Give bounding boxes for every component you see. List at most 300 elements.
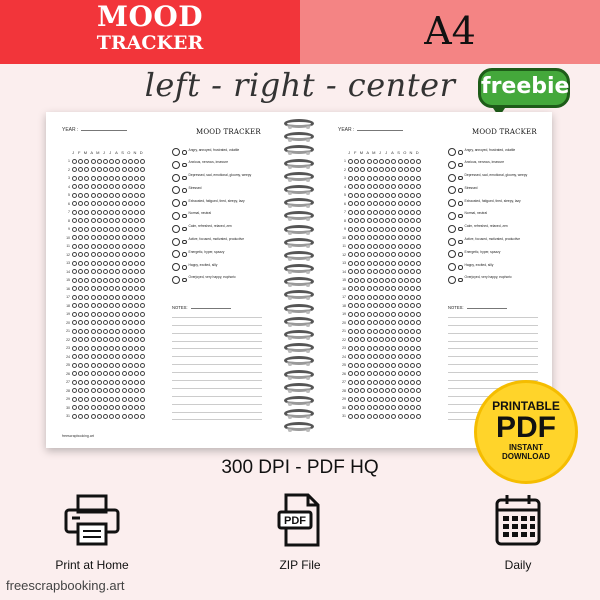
notes-line xyxy=(172,349,262,357)
mood-cell xyxy=(103,244,108,249)
day-row xyxy=(338,404,422,413)
mood-cell xyxy=(410,371,415,376)
mood-cell xyxy=(354,261,359,266)
mood-cell xyxy=(360,337,365,342)
mood-cell xyxy=(109,354,114,359)
day-number: 15 xyxy=(342,278,346,283)
mood-cell xyxy=(404,329,409,334)
mood-cell xyxy=(97,329,102,334)
mood-cell xyxy=(385,329,390,334)
day-number: 30 xyxy=(342,405,346,410)
mood-cell xyxy=(97,397,102,402)
mood-cell xyxy=(72,286,77,291)
mood-cell xyxy=(398,159,403,164)
mood-cell xyxy=(128,295,133,300)
mood-cell xyxy=(140,371,145,376)
mood-cell xyxy=(391,312,396,317)
mood-cell xyxy=(391,159,396,164)
mood-cell xyxy=(72,159,77,164)
mood-cell xyxy=(84,201,89,206)
day-row xyxy=(62,251,146,260)
mood-legend-item xyxy=(448,276,548,289)
mood-cell xyxy=(367,397,372,402)
page-title: MOOD TRACKER xyxy=(196,128,261,136)
mood-cell xyxy=(348,227,353,232)
badge-pdf: PDF xyxy=(496,411,556,444)
mood-cell xyxy=(354,235,359,240)
mood-cell xyxy=(128,414,133,419)
mood-cell xyxy=(78,167,83,172)
mood-cell xyxy=(91,380,96,385)
day-number: 1 xyxy=(68,159,70,164)
mood-cell xyxy=(385,218,390,223)
mood-cell xyxy=(348,159,353,164)
mood-cell xyxy=(416,346,421,351)
mood-cell xyxy=(109,405,114,410)
month-label: M xyxy=(359,150,364,155)
mood-cell xyxy=(385,405,390,410)
mood-cell xyxy=(128,201,133,206)
mood-cell xyxy=(391,235,396,240)
mood-cell xyxy=(360,193,365,198)
day-number: 14 xyxy=(342,269,346,274)
mood-cell xyxy=(379,176,384,181)
mood-cell xyxy=(379,337,384,342)
mood-cell xyxy=(103,218,108,223)
mood-cell xyxy=(367,201,372,206)
day-number: 26 xyxy=(66,371,70,376)
mood-cell xyxy=(128,397,133,402)
mood-cell xyxy=(410,312,415,317)
mood-cell xyxy=(122,201,127,206)
mood-cell xyxy=(84,193,89,198)
mood-cell xyxy=(84,286,89,291)
mood-cell xyxy=(78,193,83,198)
day-row xyxy=(62,302,146,311)
mood-cell xyxy=(354,167,359,172)
mood-cell xyxy=(398,346,403,351)
spiral-ring xyxy=(280,224,318,237)
mood-legend-item xyxy=(448,148,548,161)
mood-color-dot xyxy=(458,150,463,155)
day-number: 14 xyxy=(66,269,70,274)
mood-cell xyxy=(78,388,83,393)
mood-cell xyxy=(128,346,133,351)
spiral-ring xyxy=(280,250,318,263)
mood-cell xyxy=(109,184,114,189)
day-number: 20 xyxy=(342,320,346,325)
day-number: 1 xyxy=(344,159,346,164)
mood-cell xyxy=(115,210,120,215)
mood-cell xyxy=(122,252,127,257)
mood-cell xyxy=(373,312,378,317)
mood-cell xyxy=(410,405,415,410)
mood-color-dot xyxy=(182,240,187,245)
mood-cell xyxy=(115,380,120,385)
mood-cell xyxy=(103,252,108,257)
mood-cell xyxy=(72,269,77,274)
day-row xyxy=(338,268,422,277)
mood-cell xyxy=(140,167,145,172)
mood-cell xyxy=(122,227,127,232)
mood-cell xyxy=(385,346,390,351)
mood-legend-item xyxy=(172,238,272,251)
mood-cell xyxy=(115,244,120,249)
mood-cell xyxy=(91,337,96,342)
day-number: 31 xyxy=(342,414,346,419)
mood-cell xyxy=(385,397,390,402)
mood-cell xyxy=(385,354,390,359)
mood-cell xyxy=(367,295,372,300)
day-row xyxy=(62,327,146,336)
mood-cell xyxy=(78,337,83,342)
notes-line xyxy=(172,318,262,326)
mood-color-dot xyxy=(182,163,187,168)
mood-cell xyxy=(78,303,83,308)
mood-cell xyxy=(78,184,83,189)
mood-cell xyxy=(78,312,83,317)
month-label: A xyxy=(366,150,369,155)
mood-cell xyxy=(78,354,83,359)
mood-cell xyxy=(404,346,409,351)
mood-cell xyxy=(103,337,108,342)
mood-cell xyxy=(109,218,114,223)
day-row xyxy=(338,200,422,209)
mood-cell xyxy=(385,269,390,274)
day-row xyxy=(338,259,422,268)
mood-cell xyxy=(373,244,378,249)
mood-cell xyxy=(109,295,114,300)
mood-legend-item xyxy=(172,161,272,174)
mood-cell xyxy=(367,227,372,232)
mood-cell xyxy=(391,278,396,283)
day-number: 25 xyxy=(66,363,70,368)
mood-cell xyxy=(103,363,108,368)
mood-color-dot xyxy=(182,176,187,181)
notes-section xyxy=(172,305,262,420)
mood-cell xyxy=(416,201,421,206)
mood-cell xyxy=(404,278,409,283)
mood-cell xyxy=(122,167,127,172)
mood-cell xyxy=(391,176,396,181)
mood-cell xyxy=(391,405,396,410)
mood-legend-item xyxy=(172,225,272,238)
day-number: 5 xyxy=(68,193,70,198)
mood-cell xyxy=(103,329,108,334)
mood-cell xyxy=(410,218,415,223)
mood-cell xyxy=(84,380,89,385)
mood-cell xyxy=(140,210,145,215)
day-number: 9 xyxy=(344,227,346,232)
mood-cell xyxy=(354,388,359,393)
mood-cell xyxy=(410,397,415,402)
mood-face-icon xyxy=(448,199,456,207)
mood-cell xyxy=(134,193,139,198)
mood-cell xyxy=(109,176,114,181)
mood-cell xyxy=(348,235,353,240)
day-row xyxy=(338,395,422,404)
page-footer-site: freescrapbooking.art xyxy=(62,434,94,438)
mood-cell xyxy=(115,235,120,240)
mood-cell xyxy=(416,354,421,359)
day-number: 16 xyxy=(66,286,70,291)
mood-cell xyxy=(404,286,409,291)
mood-cell xyxy=(97,201,102,206)
day-row xyxy=(62,183,146,192)
mood-cell xyxy=(140,252,145,257)
mood-legend-item xyxy=(172,250,272,263)
mood-cell xyxy=(373,354,378,359)
mood-cell xyxy=(416,261,421,266)
mood-cell xyxy=(360,295,365,300)
mood-cell xyxy=(391,388,396,393)
mood-cell xyxy=(373,303,378,308)
mood-color-dot xyxy=(458,163,463,168)
mood-cell xyxy=(134,312,139,317)
year-label: YEAR : xyxy=(62,127,79,133)
mood-cell xyxy=(348,167,353,172)
mood-cell xyxy=(360,252,365,257)
day-number: 3 xyxy=(344,176,346,181)
day-number: 12 xyxy=(342,252,346,257)
mood-cell xyxy=(367,354,372,359)
mood-cell xyxy=(360,159,365,164)
mood-cell xyxy=(416,337,421,342)
mood-cell xyxy=(398,371,403,376)
day-row xyxy=(338,174,422,183)
mood-cell xyxy=(115,167,120,172)
mood-cell xyxy=(97,346,102,351)
mood-cell xyxy=(91,303,96,308)
mood-cell xyxy=(348,371,353,376)
mood-cell xyxy=(72,261,77,266)
mood-cell xyxy=(367,193,372,198)
mood-cell xyxy=(410,227,415,232)
mood-cell xyxy=(78,363,83,368)
mood-cell xyxy=(109,346,114,351)
mood-cell xyxy=(354,320,359,325)
mood-cell xyxy=(103,414,108,419)
mood-cell xyxy=(373,371,378,376)
mood-cell xyxy=(128,235,133,240)
mood-cell xyxy=(91,210,96,215)
feature-label: Print at Home xyxy=(55,558,129,572)
mood-cell xyxy=(84,354,89,359)
mood-color-dot xyxy=(458,240,463,245)
mood-cell xyxy=(398,337,403,342)
spiral-ring xyxy=(280,382,318,395)
mood-cell xyxy=(348,193,353,198)
mood-cell xyxy=(398,405,403,410)
mood-cell xyxy=(84,252,89,257)
day-row xyxy=(338,217,422,226)
mood-cell xyxy=(122,184,127,189)
mood-cell xyxy=(109,363,114,368)
mood-cell xyxy=(391,252,396,257)
mood-face-icon xyxy=(172,199,180,207)
month-label: O xyxy=(127,150,131,155)
mood-cell xyxy=(373,193,378,198)
mood-cell xyxy=(348,354,353,359)
mood-label: Exhausted, fatigued, tired, sleepy, lazy xyxy=(188,198,245,203)
mood-cell xyxy=(109,252,114,257)
mood-cell xyxy=(398,295,403,300)
mood-face-icon xyxy=(448,238,456,246)
mood-legend-item xyxy=(172,148,272,161)
mood-cell xyxy=(91,201,96,206)
mood-cell xyxy=(416,286,421,291)
notes-line xyxy=(172,389,262,397)
mood-cell xyxy=(103,388,108,393)
mood-cell xyxy=(115,346,120,351)
mood-cell xyxy=(367,176,372,181)
mood-cell xyxy=(348,380,353,385)
month-label: F xyxy=(354,150,357,155)
mood-cell xyxy=(385,210,390,215)
mood-cell xyxy=(348,210,353,215)
mood-cell xyxy=(140,303,145,308)
day-number: 23 xyxy=(66,346,70,351)
mood-cell xyxy=(385,388,390,393)
mood-cell xyxy=(134,337,139,342)
mood-grid xyxy=(62,157,146,421)
mood-label: Normal, neutral xyxy=(188,211,212,216)
mood-cell xyxy=(410,346,415,351)
mood-cell xyxy=(385,278,390,283)
mood-label: Active, focused, motivated, productive xyxy=(464,237,521,242)
page-title: MOOD TRACKER xyxy=(472,128,537,136)
mood-cell xyxy=(134,414,139,419)
mood-cell xyxy=(109,337,114,342)
mood-cell xyxy=(103,227,108,232)
day-number: 21 xyxy=(342,329,346,334)
mood-cell xyxy=(140,312,145,317)
mood-cell xyxy=(360,303,365,308)
mood-cell xyxy=(348,320,353,325)
day-number: 29 xyxy=(342,397,346,402)
mood-color-dot xyxy=(182,150,187,155)
mood-cell xyxy=(391,354,396,359)
mood-legend-item xyxy=(172,174,272,187)
notes-line xyxy=(448,326,538,334)
spiral-ring xyxy=(280,355,318,368)
mood-cell xyxy=(97,184,102,189)
mood-cell xyxy=(367,159,372,164)
day-row xyxy=(62,293,146,302)
mood-cell xyxy=(410,159,415,164)
mood-cell xyxy=(103,320,108,325)
mood-cell xyxy=(115,329,120,334)
day-number: 11 xyxy=(342,244,346,249)
day-number: 21 xyxy=(66,329,70,334)
mood-cell xyxy=(72,337,77,342)
mood-cell xyxy=(109,388,114,393)
mood-cell xyxy=(404,295,409,300)
mood-cell xyxy=(385,380,390,385)
mood-face-icon xyxy=(172,225,180,233)
mood-cell xyxy=(398,286,403,291)
mood-cell xyxy=(115,193,120,198)
mood-cell xyxy=(97,210,102,215)
day-number: 13 xyxy=(342,261,346,266)
mood-color-dot xyxy=(182,265,187,270)
mood-cell xyxy=(385,184,390,189)
day-row xyxy=(338,387,422,396)
mood-cell xyxy=(391,286,396,291)
mood-cell xyxy=(72,244,77,249)
mood-cell xyxy=(91,371,96,376)
spiral-ring xyxy=(280,289,318,302)
mood-cell xyxy=(354,329,359,334)
spiral-ring xyxy=(280,237,318,250)
day-row xyxy=(338,361,422,370)
mood-cell xyxy=(410,320,415,325)
mood-cell xyxy=(360,278,365,283)
mood-cell xyxy=(391,346,396,351)
day-row xyxy=(338,225,422,234)
mood-cell xyxy=(115,414,120,419)
day-row xyxy=(62,174,146,183)
day-number: 22 xyxy=(66,337,70,342)
mood-cell xyxy=(391,167,396,172)
month-label: J xyxy=(109,150,112,155)
mood-cell xyxy=(367,244,372,249)
mood-cell xyxy=(91,235,96,240)
mood-cell xyxy=(115,269,120,274)
day-number: 24 xyxy=(66,354,70,359)
mood-cell xyxy=(91,405,96,410)
mood-cell xyxy=(78,278,83,283)
mood-cell xyxy=(122,397,127,402)
mood-cell xyxy=(109,329,114,334)
badge-printable: PRINTABLE xyxy=(492,399,560,413)
mood-cell xyxy=(91,354,96,359)
mood-label: Anxious, nervous, insecure xyxy=(464,160,505,165)
mood-cell xyxy=(128,227,133,232)
spiral-ring xyxy=(280,158,318,171)
mood-cell xyxy=(128,252,133,257)
mood-color-dot xyxy=(458,252,463,257)
mood-cell xyxy=(360,218,365,223)
mood-cell xyxy=(404,210,409,215)
spiral-ring xyxy=(280,118,318,131)
mood-cell xyxy=(103,159,108,164)
mood-cell xyxy=(354,295,359,300)
mood-cell xyxy=(398,329,403,334)
mood-cell xyxy=(410,184,415,189)
spiral-ring xyxy=(280,184,318,197)
month-label: S xyxy=(121,150,124,155)
mood-cell xyxy=(97,269,102,274)
month-label: O xyxy=(403,150,407,155)
mood-cell xyxy=(348,244,353,249)
spiral-ring xyxy=(280,421,318,434)
mood-cell xyxy=(385,303,390,308)
mood-cell xyxy=(379,244,384,249)
mood-label: Overjoyed, very happy, euphoric xyxy=(464,275,512,280)
mood-cell xyxy=(103,167,108,172)
mood-cell xyxy=(91,388,96,393)
mood-face-icon xyxy=(448,276,456,284)
mood-cell xyxy=(134,303,139,308)
mood-cell xyxy=(373,320,378,325)
mood-cell xyxy=(84,159,89,164)
mood-cell xyxy=(97,218,102,223)
mood-cell xyxy=(140,261,145,266)
title-line2: TRACKER xyxy=(96,32,204,54)
mood-cell xyxy=(103,193,108,198)
mood-cell xyxy=(360,414,365,419)
